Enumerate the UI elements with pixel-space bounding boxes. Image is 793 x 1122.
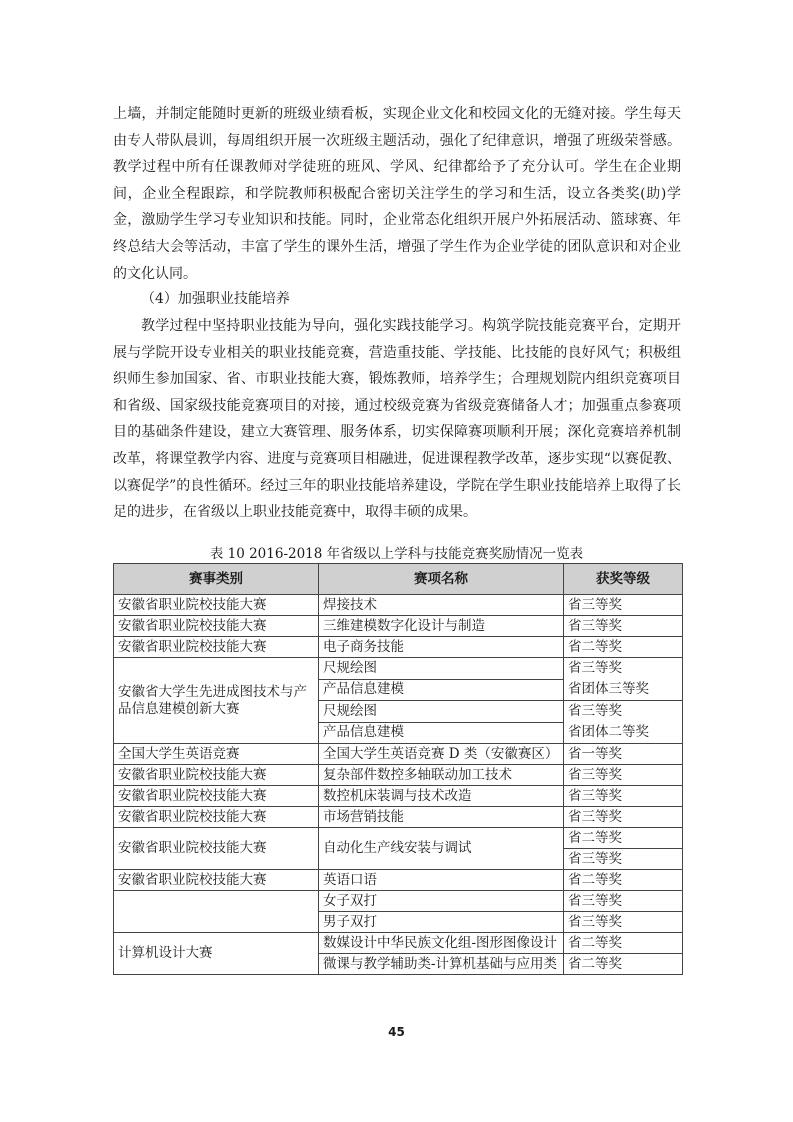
event-cell: 数控机床装调与技术改造 xyxy=(319,786,564,807)
award-cell: 省三等奖 xyxy=(564,807,683,828)
category-cell: 计算机设计大赛 xyxy=(114,933,319,975)
award-cell: 省三等奖 xyxy=(564,891,683,912)
award-cell: 省一等奖 xyxy=(564,744,683,765)
award-cell: 省三等奖 xyxy=(564,616,683,637)
column-header: 赛项名称 xyxy=(319,564,564,595)
award-cell: 省二等奖 xyxy=(564,870,683,891)
table-row xyxy=(114,637,683,658)
award-cell: 省二等奖 xyxy=(564,933,683,954)
award-cell: 省二等奖 xyxy=(564,954,683,975)
event-cell: 英语口语 xyxy=(319,870,564,891)
table-row xyxy=(114,807,683,828)
event-cell: 市场营销技能 xyxy=(319,807,564,828)
award-cell: 省三等奖 xyxy=(564,912,683,933)
award-cell xyxy=(564,658,683,701)
award-cell: 省二等奖 xyxy=(564,828,683,849)
event-cell: 自动化生产线安装与调试 xyxy=(319,828,564,870)
table-row xyxy=(114,828,683,849)
award-line: 省三等奖 xyxy=(568,703,622,719)
award-cell: 省三等奖 xyxy=(564,849,683,870)
category-cell: 全国大学生英语竞赛 xyxy=(114,744,319,765)
event-cell: 产品信息建模 xyxy=(319,722,564,744)
event-cell: 焊接技术 xyxy=(319,595,564,616)
column-header: 获奖等级 xyxy=(564,564,683,595)
award-line: 省团体三等奖 xyxy=(568,681,649,697)
category-cell: 安徽省职业院校技能大赛 xyxy=(114,870,319,891)
table-row xyxy=(114,870,683,891)
category-cell: 安徽省职业院校技能大赛 xyxy=(114,595,319,616)
award-cell: 省三等奖 xyxy=(564,786,683,807)
table-row xyxy=(114,765,683,786)
table-row xyxy=(114,744,683,765)
page-number: 45 xyxy=(388,1025,405,1039)
table-row xyxy=(114,891,683,912)
table-row xyxy=(114,658,683,680)
event-cell: 男子双打 xyxy=(319,912,564,933)
body-paragraph: 教学过程中坚持职业技能为导向，强化实践技能学习。构筑学院技能竞赛平台，定期开展与学院开设专业相关的职业技能竞赛，营造重技能、学技能、比技能的良好风气；积极组织师生参加国家、省、市职业技能大赛，锻炼教师，培养学生；合理规划院内组织竞赛项目和省级、国家级技能竞赛项目的对接，通过校级竞赛为省级竞赛储备人才；加强重点参赛项目的基础条件建设，建立大赛管理、服务体系，切实保障赛项顺利开展；深化竞赛培养机制改革，将课堂教学内容、进度与竞赛项目相融进，促进课程教学改革，逐步实现“以赛促教、以赛促学”的良性循环。经过三年的职业技能培养建设，学院在学生职业技能培养上取得了长足的进步，在省级以上职业技能竞赛中，取得丰硕的成果。 xyxy=(113,318,681,521)
category-cell: 安徽省职业院校技能大赛 xyxy=(114,828,319,870)
award-line: 省三等奖 xyxy=(568,660,622,676)
award-line: 省团体二等奖 xyxy=(568,724,649,740)
category-cell: 安徽省职业院校技能大赛 xyxy=(114,616,319,637)
awards-table xyxy=(113,563,683,975)
table-row xyxy=(114,595,683,616)
category-cell xyxy=(114,891,319,933)
award-cell xyxy=(564,701,683,744)
award-cell: 省三等奖 xyxy=(564,765,683,786)
table-header-row xyxy=(114,564,683,595)
event-cell: 全国大学生英语竞赛 D 类（安徽赛区） xyxy=(319,744,564,765)
category-cell: 安徽省职业院校技能大赛 xyxy=(114,765,319,786)
table-row xyxy=(114,933,683,954)
event-cell: 数媒设计中华民族文化组-图形图像设计 xyxy=(319,933,564,954)
event-cell: 复杂部件数控多轴联动加工技术 xyxy=(319,765,564,786)
category-cell: 安徽省职业院校技能大赛 xyxy=(114,786,319,807)
event-cell: 微课与教学辅助类-计算机基础与应用类 xyxy=(319,954,564,975)
body-paragraph: 上墙，并制定能随时更新的班级业绩看板，实现企业文化和校园文化的无缝对接。学生每天由专人带队晨训，每周组织开展一次班级主题活动，强化了纪律意识，增强了班级荣誉感。教学过程中所有任课教师对学徒班的班风、学风、纪律都给予了充分认可。学生在企业期间，企业全程跟踪，和学院教师积极配合密切关注学生的学习和生活，设立各类奖(助)学金，激励学生学习专业知识和技能。同时，企业常态化组织开展户外拓展活动、篮球赛、年终总结大会等活动，丰富了学生的课外生活，增强了学生作为企业学徒的团队意识和对企业的文化认同。 xyxy=(113,106,681,282)
event-cell: 电子商务技能 xyxy=(319,637,564,658)
event-cell: 尺规绘图 xyxy=(319,701,564,723)
table-row xyxy=(114,616,683,637)
section-heading: （4）加强职业技能培养 xyxy=(141,291,290,307)
category-cell: 安徽省职业院校技能大赛 xyxy=(114,637,319,658)
category-cell: 安徽省职业院校技能大赛 xyxy=(114,807,319,828)
event-cell: 产品信息建模 xyxy=(319,679,564,701)
event-cell: 三维建模数字化设计与制造 xyxy=(319,616,564,637)
award-cell: 省二等奖 xyxy=(564,637,683,658)
table-row xyxy=(114,786,683,807)
column-header: 赛事类别 xyxy=(114,564,319,595)
event-cell: 尺规绘图 xyxy=(319,658,564,680)
event-cell: 女子双打 xyxy=(319,891,564,912)
award-cell: 省三等奖 xyxy=(564,595,683,616)
table-caption: 表 10 2016-2018 年省级以上学科与技能竞赛奖励情况一览表 xyxy=(209,546,584,562)
category-cell: 安徽省大学生先进成图技术与产品信息建模创新大赛 xyxy=(114,658,319,744)
